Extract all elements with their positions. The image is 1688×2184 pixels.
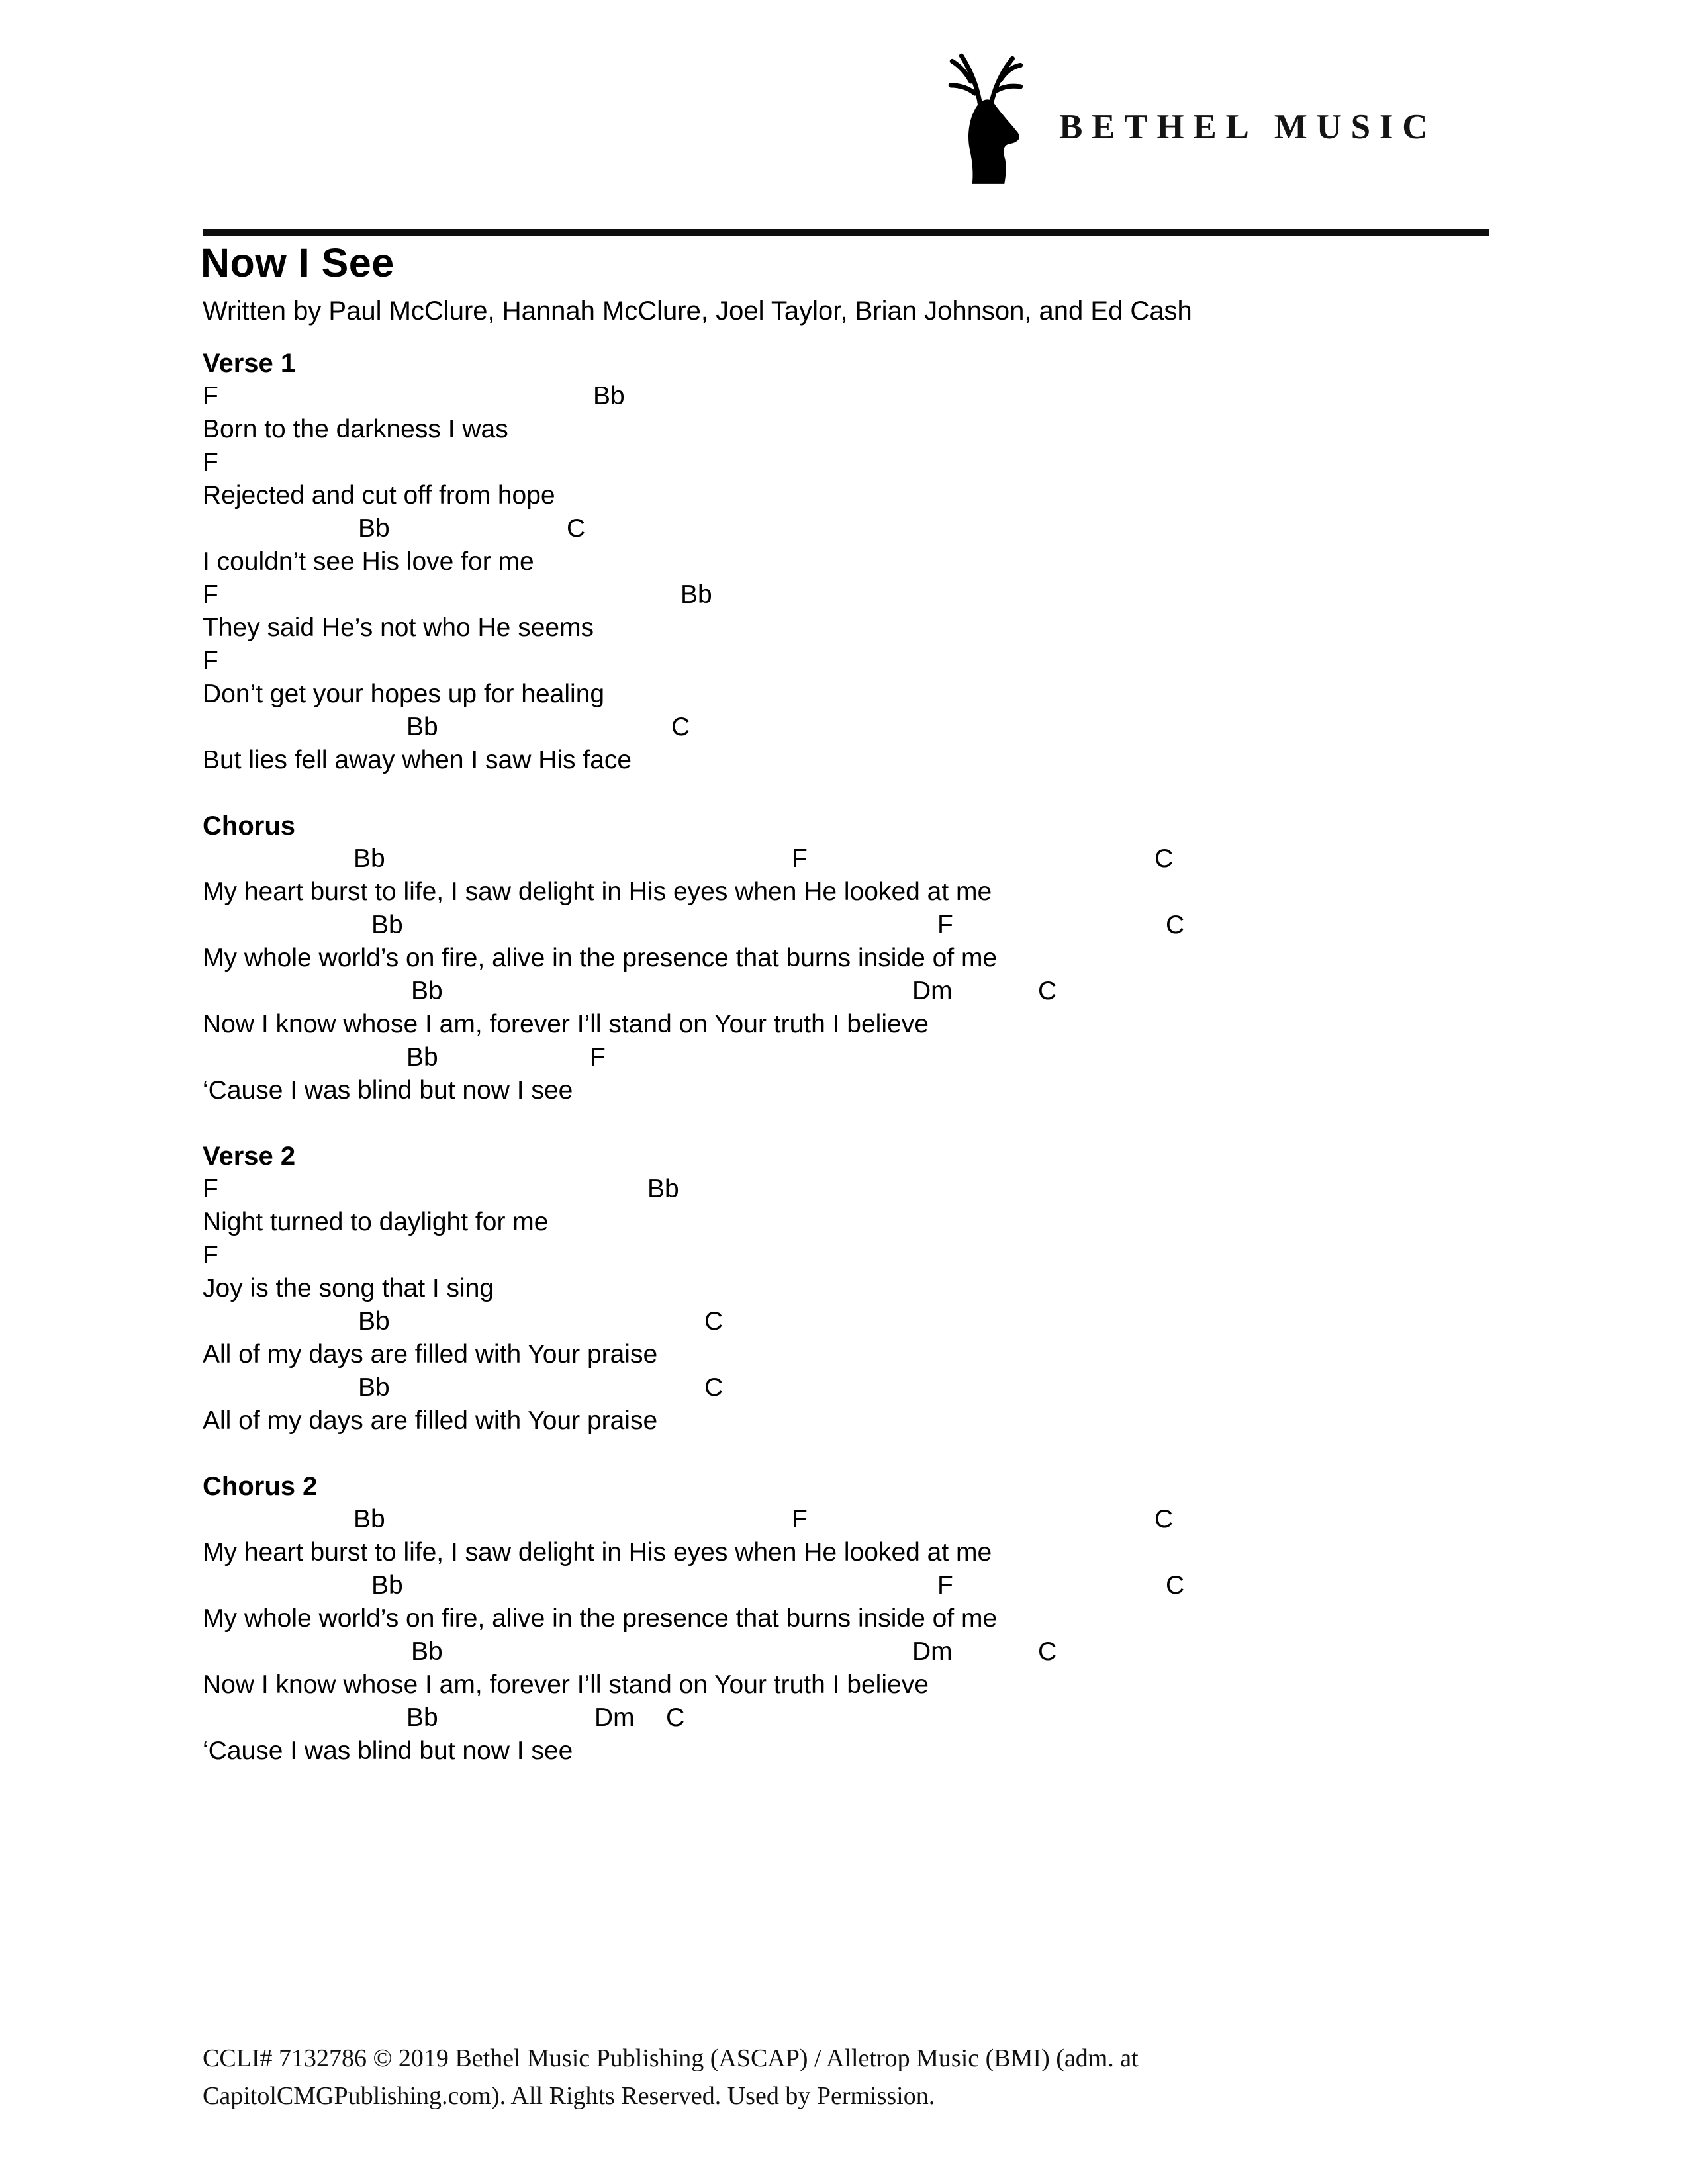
- wordmark: BETHEL MUSIC: [1059, 108, 1437, 146]
- lyric-line: Now I know whose I am, forever I’ll stand on Your truth I believe: [203, 1670, 929, 1699]
- stag-head-icon: [939, 46, 1039, 184]
- lyric-line: ‘Cause I was blind but now I see: [203, 1076, 573, 1105]
- chord: Bb: [358, 1307, 390, 1336]
- chord: Bb: [647, 1175, 679, 1203]
- lyric-line: Born to the darkness I was: [203, 415, 508, 443]
- lyric-line: Joy is the song that I sing: [203, 1274, 494, 1302]
- song-title: Now I See: [201, 240, 395, 285]
- chord: Bb: [406, 1704, 438, 1732]
- lyric-line: ‘Cause I was blind but now I see: [203, 1737, 573, 1765]
- lyric-line: Now I know whose I am, forever I’ll stand on Your truth I believe: [203, 1010, 929, 1038]
- section-heading: Verse 1: [203, 349, 296, 378]
- song-section: [203, 809, 1520, 1107]
- chord: C: [1038, 977, 1057, 1005]
- lyric-line: My heart burst to life, I saw delight in His eyes when He looked at me: [203, 1538, 992, 1567]
- chord: Dm: [912, 977, 953, 1005]
- chord: F: [203, 1241, 218, 1269]
- chord: F: [937, 911, 953, 939]
- lyric-line: My whole world’s on fire, alive in the presence that burns inside of me: [203, 1604, 998, 1633]
- lyric-line: But lies fell away when I saw His face: [203, 746, 632, 774]
- chord: Dm: [912, 1637, 953, 1666]
- lyric-line: I couldn’t see His love for me: [203, 547, 534, 576]
- chord: Bb: [353, 844, 385, 873]
- chord-line: [203, 380, 1520, 413]
- chord-line: [203, 512, 1520, 545]
- chord-line: [203, 909, 1520, 942]
- chord-line: [203, 1569, 1520, 1602]
- chord: Dm: [594, 1704, 635, 1732]
- lyric-line: My heart burst to life, I saw delight in His eyes when He looked at me: [203, 878, 992, 906]
- chord: C: [1038, 1637, 1057, 1666]
- chord: F: [203, 382, 218, 410]
- chord-line: [203, 578, 1520, 612]
- chord: C: [666, 1704, 685, 1732]
- chord: F: [792, 1505, 808, 1533]
- chord-line: [203, 711, 1520, 744]
- chord: Bb: [593, 382, 625, 410]
- chord: C: [1166, 911, 1185, 939]
- chord-line: [203, 1239, 1520, 1272]
- chord-line: [203, 446, 1520, 479]
- chord: Bb: [680, 580, 712, 609]
- chord: C: [1154, 844, 1174, 873]
- chord-line: [203, 975, 1520, 1008]
- chord-line: [203, 1041, 1520, 1074]
- chord: Bb: [371, 1571, 403, 1600]
- lyric-line: They said He’s not who He seems: [203, 614, 594, 642]
- chord-line: [203, 842, 1520, 876]
- header-rule: [203, 229, 1489, 236]
- lyric-line: All of my days are filled with Your praise: [203, 1340, 658, 1369]
- chord-line: [203, 1702, 1520, 1735]
- section-heading: Chorus: [203, 811, 295, 841]
- lyric-line: Night turned to daylight for me: [203, 1208, 549, 1236]
- bethel-music-logo: [939, 46, 1436, 184]
- chord: Bb: [406, 713, 438, 741]
- chord-line: [203, 1503, 1520, 1536]
- chord: C: [704, 1373, 724, 1402]
- footer-line: CapitolCMGPublishing.com). All Rights Reserved. Used by Permission.: [203, 2082, 935, 2110]
- chord: Bb: [411, 977, 443, 1005]
- writers-byline: Written by Paul McClure, Hannah McClure, Joel Taylor, Brian Johnson, and Ed Cash: [203, 296, 1192, 326]
- chord-line: [203, 1371, 1520, 1404]
- section-heading: Verse 2: [203, 1142, 296, 1171]
- chord: F: [203, 448, 218, 477]
- chord: C: [704, 1307, 724, 1336]
- chord-line: [203, 1305, 1520, 1338]
- chord: C: [567, 514, 586, 543]
- chord: F: [203, 647, 218, 675]
- chord-line: [203, 1635, 1520, 1668]
- song-body: [203, 347, 1520, 1800]
- chord: Bb: [411, 1637, 443, 1666]
- chord: C: [1166, 1571, 1185, 1600]
- chord: F: [203, 580, 218, 609]
- lyric-line: All of my days are filled with Your praise: [203, 1406, 658, 1435]
- footer-line: CCLI# 7132786 © 2019 Bethel Music Publishing (ASCAP) / Alletrop Music (BMI) (adm. at: [203, 2044, 1139, 2072]
- copyright-footer: [203, 2040, 1328, 2115]
- chord: F: [937, 1571, 953, 1600]
- section-heading: Chorus 2: [203, 1472, 318, 1501]
- lyric-line: My whole world’s on fire, alive in the presence that burns inside of me: [203, 944, 998, 972]
- lyric-line: Rejected and cut off from hope: [203, 481, 555, 510]
- lyric-line: Don’t get your hopes up for healing: [203, 680, 605, 708]
- chord: F: [203, 1175, 218, 1203]
- chord: F: [590, 1043, 606, 1071]
- chord: C: [1154, 1505, 1174, 1533]
- chord: C: [671, 713, 690, 741]
- chord: Bb: [358, 1373, 390, 1402]
- chord: Bb: [371, 911, 403, 939]
- chord: Bb: [358, 514, 390, 543]
- chord-line: [203, 645, 1520, 678]
- song-section: [203, 347, 1520, 777]
- chord: Bb: [353, 1505, 385, 1533]
- chord-line: [203, 1173, 1520, 1206]
- song-section: [203, 1470, 1520, 1768]
- chord: F: [792, 844, 808, 873]
- chord: Bb: [406, 1043, 438, 1071]
- song-section: [203, 1140, 1520, 1437]
